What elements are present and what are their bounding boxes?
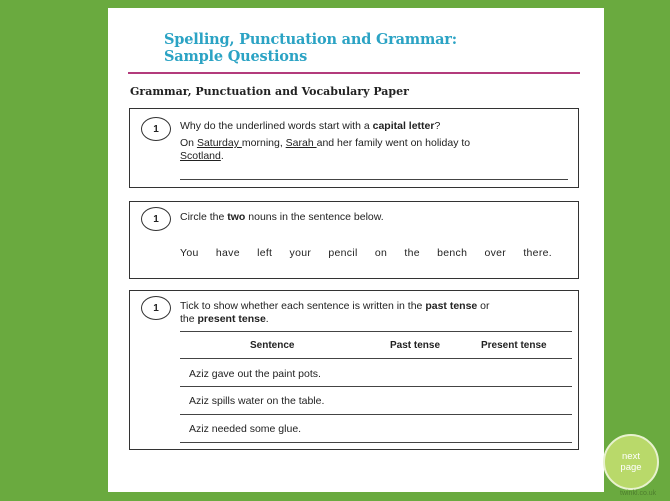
table-header-sentence: Sentence [250, 340, 295, 351]
answer-line[interactable] [180, 179, 568, 180]
sentence-part: and her family went on holiday to [316, 137, 471, 149]
prompt-end: ? [434, 120, 441, 132]
title-divider [128, 72, 580, 74]
word[interactable]: there. [523, 247, 552, 259]
table-row: Aziz needed some glue. [189, 423, 302, 435]
table-bottom-border [180, 442, 572, 443]
page-title [164, 31, 457, 65]
next-page-button[interactable] [603, 434, 659, 490]
underlined-word-saturday: Saturday [196, 137, 242, 149]
prompt-mid: or [477, 300, 490, 312]
prompt-end: nouns in the sentence below. [245, 211, 384, 223]
table-header-past-tense: Past tense [390, 340, 441, 351]
question-number: 1 [141, 207, 171, 231]
table-divider [180, 386, 572, 387]
sentence-part: morning, [241, 137, 286, 149]
word[interactable]: your [289, 247, 312, 259]
prompt-text: Tick to show whether each sentence is written in the [180, 300, 426, 312]
word[interactable]: the [404, 247, 420, 259]
table-divider [180, 358, 572, 359]
prompt-keyword: two [227, 211, 246, 223]
sentence-part: On [180, 137, 197, 149]
watermark: twinkl.co.uk [620, 490, 657, 497]
prompt-text: Why do the underlined words start with a [180, 120, 373, 132]
prompt-text: Circle the [180, 211, 228, 223]
question-number: 1 [141, 117, 171, 141]
question-prompt [180, 211, 384, 224]
table-divider [180, 414, 572, 415]
sentence-part: . [220, 150, 224, 162]
underlined-word-scotland: Scotland [180, 150, 221, 162]
prompt-keyword-present: present tense [197, 313, 266, 325]
prompt-keyword: capital letter [372, 120, 435, 132]
table-top-border [180, 331, 572, 332]
word[interactable]: left [257, 247, 273, 259]
prompt-line2: the [180, 313, 198, 325]
word[interactable]: over [484, 247, 507, 259]
title-line-1: Spelling, Punctuation and Grammar: [164, 31, 457, 48]
word[interactable]: bench [437, 247, 468, 259]
underlined-word-sarah: Sarah [285, 137, 317, 149]
example-sentence [180, 137, 470, 163]
question-prompt [180, 120, 440, 133]
next-label: next [622, 451, 640, 462]
question-box-tense [129, 290, 579, 450]
paper-heading: Grammar, Punctuation and Vocabulary Paper [130, 85, 409, 98]
page-label: page [620, 462, 642, 473]
question-prompt [180, 300, 490, 326]
word[interactable]: on [374, 247, 388, 259]
prompt-end: . [265, 313, 269, 325]
prompt-keyword-past: past tense [425, 300, 478, 312]
word[interactable]: You [180, 247, 199, 259]
table-header-present-tense: Present tense [481, 340, 547, 351]
question-box-nouns [129, 201, 579, 279]
question-number: 1 [141, 296, 171, 320]
table-row: Aziz spills water on the table. [189, 395, 325, 407]
question-box-capital-letters [129, 108, 579, 188]
noun-sentence [180, 247, 552, 259]
title-line-2: Sample Questions [164, 48, 308, 65]
table-row: Aziz gave out the paint pots. [189, 368, 321, 380]
word[interactable]: have [215, 247, 240, 259]
word[interactable]: pencil [328, 247, 358, 259]
